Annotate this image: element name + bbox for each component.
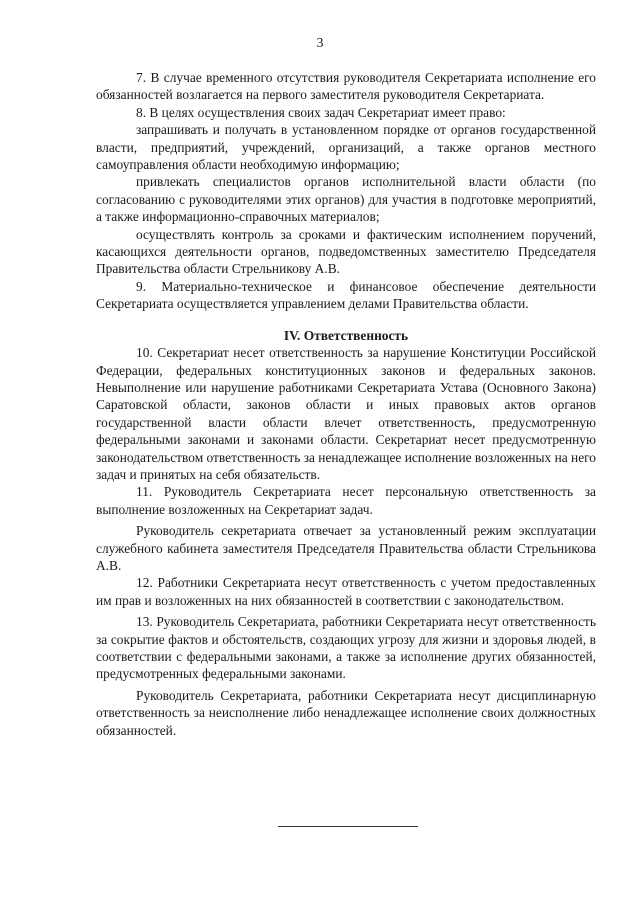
document-body	[96, 69, 596, 739]
page-number: 3	[316, 36, 324, 51]
paragraph-11: 11. Руководитель Секретариата несет персональную ответственность за выполнение возложенных на Секретариат задач.	[96, 484, 596, 517]
section-heading: IV. Ответственность	[283, 327, 409, 343]
paragraph-9: 9. Материально-техническое и финансовое обеспечение деятельности Секретариата осуществляется управлением делами Правительства области.	[96, 278, 596, 312]
paragraph-10: 10. Секретариат несет ответственность за нарушение Конституции Российской Федерации, федеральных конституционных законов и федеральных законов. Невыполнение или нарушение работниками Секретариата Устава (Основного Закона) Саратовской области, законов области и иных правовых актов органов государственной власти области влечет ответственность, предусмотренную федеральными законами и законами области. Секретариат несет предусмотренную законодательством ответственность за ненадлежащее исполнение возложенных на него задач и принятых на себя обязательств.	[96, 345, 596, 482]
list-item-involve-specialists: привлекать специалистов органов исполнительной власти области (по согласованию с руководителями этих органов) для участия в подготовке мероприятий, а также информационно-справочных материалов;	[96, 174, 596, 225]
paragraph-office-regime: Руководитель секретариата отвечает за установленный режим эксплуатации служебного кабинета заместителя Председателя Правительства области Стрельникова А.В.	[96, 523, 596, 573]
paragraph-disciplinary: Руководитель Секретариата, работники Секретариата несут дисциплинарную ответственность за неисполнение либо ненадлежащее исполнение своих должностных обязанностей.	[96, 687, 596, 738]
list-item-request-info: запрашивать и получать в установленном порядке от органов государственной власти, предприятий, учреждений, организаций, а также органов местного самоуправления области необходимую информацию;	[96, 122, 596, 173]
end-divider	[278, 826, 418, 827]
paragraph-8: 8. В целях осуществления своих задач Секретариат имеет право:	[136, 104, 506, 120]
paragraph-13: 13. Руководитель Секретариата, работники Секретариата несут ответственность за сокрытие фактов и обстоятельств, создающих угрозу для жизни и здоровья людей, в соответствии с федеральными законами, а также за исполнение других обязанностей, предусмотренных федеральными законами.	[96, 614, 596, 682]
paragraph-7: 7. В случае временного отсутствия руководителя Секретариата исполнение его обязанностей возлагается на первого заместителя руководителя Секретариата.	[96, 70, 596, 103]
paragraph-12: 12. Работники Секретариата несут ответственность с учетом предоставленных им прав и возложенных на них обязанностей в соответствии с законодательством.	[96, 575, 596, 608]
list-item-control: осуществлять контроль за сроками и фактическим исполнением поручений, касающихся деятельности органов, подведомственных заместителю Председателя Правительства области Стрельникову А.В.	[96, 226, 596, 277]
